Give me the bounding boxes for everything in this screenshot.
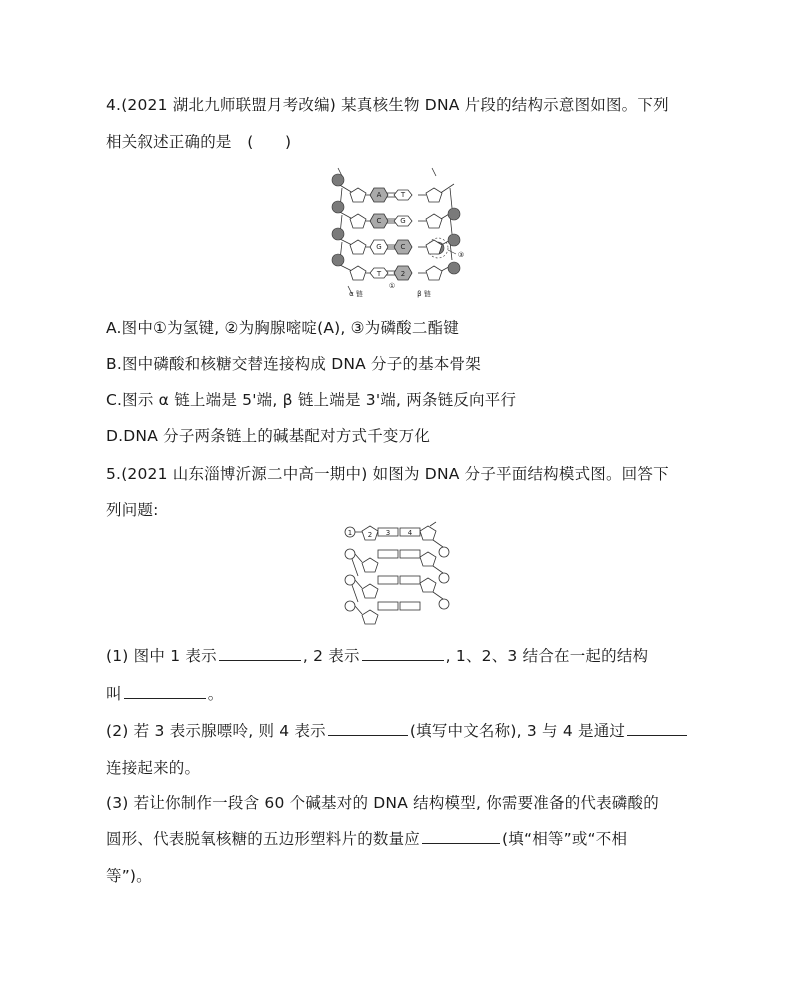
answer-blank[interactable] [362, 644, 444, 661]
beta-chain-label: β 链 [417, 290, 431, 298]
answer-blank[interactable] [422, 827, 500, 844]
label-1: 1 [347, 529, 353, 537]
label-2: 2 [367, 531, 373, 539]
alpha-chain-label: α 链 [349, 290, 363, 298]
q5-part1-text-e: 。 [207, 685, 224, 703]
label-3: 3 [385, 529, 391, 537]
q5-part3-text-c: (填“相等”或“不相 [502, 830, 628, 848]
marker-3: ③ [457, 251, 465, 259]
q5-part1-text-c: , 1、2、3 结合在一起的结构 [445, 647, 649, 665]
q4-dna-figure [328, 166, 468, 306]
answer-blank[interactable] [124, 682, 206, 699]
q5-part1-text-b: , 2 表示 [302, 647, 360, 665]
q4-stem-line1: 4.(2021 湖北九师联盟月考改编) 某真核生物 DNA 片段的结构示意图如图。下列 [106, 96, 669, 114]
q5-part2-text-b: (填写中文名称), 3 与 4 是通过 [409, 722, 626, 740]
base-label: T [400, 191, 406, 199]
q5-part1-line1 [106, 644, 648, 666]
marker-1: ① [388, 282, 396, 290]
base-label: C [376, 217, 382, 225]
q5-part1-text-a: (1) 图中 1 表示 [106, 647, 217, 665]
answer-blank[interactable] [328, 719, 408, 736]
q4-option-b: B.图中磷酸和核糖交替连接构成 DNA 分子的基本骨架 [106, 355, 481, 373]
answer-blank[interactable] [627, 719, 687, 736]
q4-option-d: D.DNA 分子两条链上的碱基配对方式千变万化 [106, 427, 431, 445]
q5-part3-line2 [106, 827, 627, 849]
q5-dna-diagram [340, 520, 456, 626]
q4-option-a: A.图中①为氢键, ②为胸腺嘧啶(A), ③为磷酸二酯键 [106, 319, 459, 337]
base-label: C [400, 243, 406, 251]
q5-part1-line2 [106, 682, 223, 704]
q5-stem-line2: 列问题: [106, 501, 159, 519]
q4-dna-diagram [328, 166, 468, 302]
base-label: T [376, 270, 382, 278]
q5-part1-text-d: 叫 [106, 685, 122, 703]
base-label: G [400, 217, 406, 225]
base-label: 2 [400, 270, 406, 278]
base-label: G [376, 243, 382, 251]
q5-part3-text-b: 圆形、代表脱氧核糖的五边形塑料片的数量应 [106, 830, 421, 848]
base-label: A [376, 191, 382, 199]
q4-option-c: C.图示 α 链上端是 5'端, β 链上端是 3'端, 两条链反向平行 [106, 391, 517, 409]
q5-dna-figure [340, 520, 456, 630]
q5-part2-line1 [106, 719, 689, 741]
q4-stem-line2: 相关叙述正确的是 ( ) [106, 133, 292, 151]
label-4: 4 [407, 529, 413, 537]
q5-part3-line3: 等”)。 [106, 867, 152, 885]
q5-stem-line1: 5.(2021 山东淄博沂源二中高一期中) 如图为 DNA 分子平面结构模式图。回答下 [106, 465, 669, 483]
q5-part2-line2: 连接起来的。 [106, 759, 201, 777]
answer-blank[interactable] [219, 644, 301, 661]
q5-part3-line1: (3) 若让你制作一段含 60 个碱基对的 DNA 结构模型, 你需要准备的代表磷酸的 [106, 794, 659, 812]
q5-part2-text-a: (2) 若 3 表示腺嘌呤, 则 4 表示 [106, 722, 326, 740]
